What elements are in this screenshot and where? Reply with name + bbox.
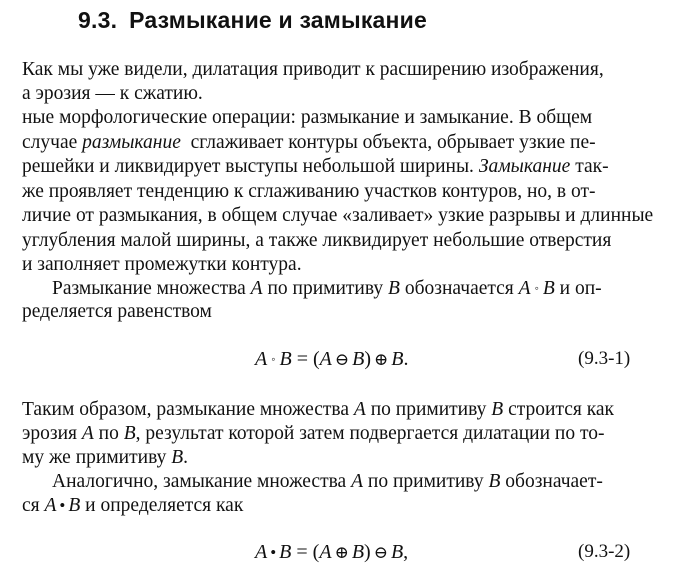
opening-operator: ◦	[534, 281, 539, 295]
symbol-b: B	[390, 541, 404, 563]
text-span: му же примитиву	[22, 447, 172, 468]
paragraph2-line3	[22, 155, 609, 179]
paragraph4-line1	[22, 398, 614, 422]
symbol-b: B	[68, 495, 81, 516]
symbol-b: B	[542, 278, 555, 299]
equals-sign: = (	[291, 541, 320, 563]
symbol-a: A	[518, 278, 531, 299]
symbol-b: B	[123, 423, 136, 444]
paragraph2-line6: углубления малой ширины, а также ликвидирует небольшие отверстия	[22, 230, 612, 251]
text-span: Таким образом, размыкание множества	[22, 399, 354, 420]
opening-operator: ◦	[271, 352, 276, 366]
paragraph2-line4: же проявляет тенденцию к сглаживанию участков контуров, но, в от-	[22, 181, 596, 202]
paragraph3-line2: ределяется равенством	[22, 301, 212, 322]
text-span: так-	[570, 156, 609, 177]
paragraph1-line2: а эрозия — к сжатию.	[22, 83, 203, 104]
punct: .	[403, 348, 409, 370]
text-span: по примитиву	[363, 471, 489, 492]
section-title: Размыкание и замыкание	[129, 7, 427, 33]
equals-sign: = (	[291, 348, 320, 370]
equation-closing	[255, 540, 408, 565]
term-closing: Замыкание	[478, 156, 571, 177]
symbol-a: A	[81, 423, 94, 444]
paren: )	[364, 541, 371, 563]
symbol-a: A	[255, 348, 268, 370]
text-span: по	[93, 423, 124, 444]
text-span: решейки и ликвидирует выступы небольшой ширины.	[22, 156, 479, 177]
symbol-b: B	[351, 541, 365, 563]
erosion-operator: ⊖	[373, 543, 388, 562]
equation-opening	[255, 347, 408, 372]
paragraph3-line1	[52, 276, 602, 301]
text-span: и оп-	[554, 278, 602, 299]
symbol-a: A	[44, 495, 57, 516]
paragraph1-line1: Как мы уже видели, дилатация приводит к расширению изображения,	[22, 59, 604, 80]
text-span: строится как	[503, 399, 615, 420]
symbol-a: A	[351, 471, 364, 492]
symbol-b: B	[388, 278, 400, 299]
symbol-b: B	[279, 541, 292, 563]
text-span: .	[183, 447, 189, 468]
closing-operator: •	[59, 496, 66, 515]
text-span: по примитиву	[365, 399, 492, 420]
text-span: ся	[22, 495, 45, 516]
paragraph5-line1	[52, 470, 603, 494]
text-span: по примитиву	[262, 278, 389, 299]
term-opening: размыкание	[82, 132, 181, 153]
paragraph4-line3	[22, 446, 188, 470]
symbol-b: B	[352, 348, 365, 370]
text-span: обозначает-	[500, 471, 603, 492]
text-span: обозначается	[399, 278, 519, 299]
text-span: , результат которой затем подвергается дилатации по то-	[135, 423, 605, 444]
section-heading	[78, 7, 427, 34]
symbol-b: B	[171, 447, 184, 468]
paren: )	[364, 348, 372, 370]
text-span: Аналогично, замыкание множества	[52, 471, 352, 492]
symbol-a: A	[319, 541, 332, 563]
symbol-a: A	[250, 278, 263, 299]
text-span: эрозия	[22, 423, 82, 444]
dilation-operator: ⊕	[334, 543, 349, 562]
symbol-b: B	[279, 348, 292, 370]
paragraph2-line5: личие от размыкания, в общем случае «заливает» узкие разрывы и длинные	[22, 205, 654, 226]
symbol-b: B	[491, 399, 504, 420]
punct: ,	[403, 541, 409, 563]
paragraph2-line1: ные морфологические операции: размыкание и замыкание. В общем	[22, 107, 593, 128]
symbol-a: A	[255, 541, 268, 563]
symbol-a: A	[353, 399, 366, 420]
text-span: случае	[22, 132, 83, 153]
section-number: 9.3.	[78, 7, 118, 33]
symbol-b: B	[488, 471, 501, 492]
paragraph5-line2	[22, 494, 243, 518]
paragraph2-line2	[22, 131, 596, 155]
erosion-operator: ⊖	[334, 350, 350, 369]
paragraph4-line2	[22, 422, 604, 446]
dilation-operator: ⊕	[374, 350, 389, 369]
equation-number-1: (9.3-1)	[578, 348, 631, 369]
equation-number-2: (9.3-2)	[578, 541, 631, 562]
closing-operator: •	[270, 543, 277, 562]
text-span: и определяется как	[80, 495, 244, 516]
text-span: Размыкание множества	[52, 278, 251, 299]
symbol-a: A	[319, 348, 332, 370]
paragraph2-line7: и заполняет промежутки контура.	[22, 254, 302, 275]
text-span: сглаживает контуры объекта, обрывает узкие пе-	[180, 132, 596, 153]
symbol-b: B	[391, 348, 404, 370]
